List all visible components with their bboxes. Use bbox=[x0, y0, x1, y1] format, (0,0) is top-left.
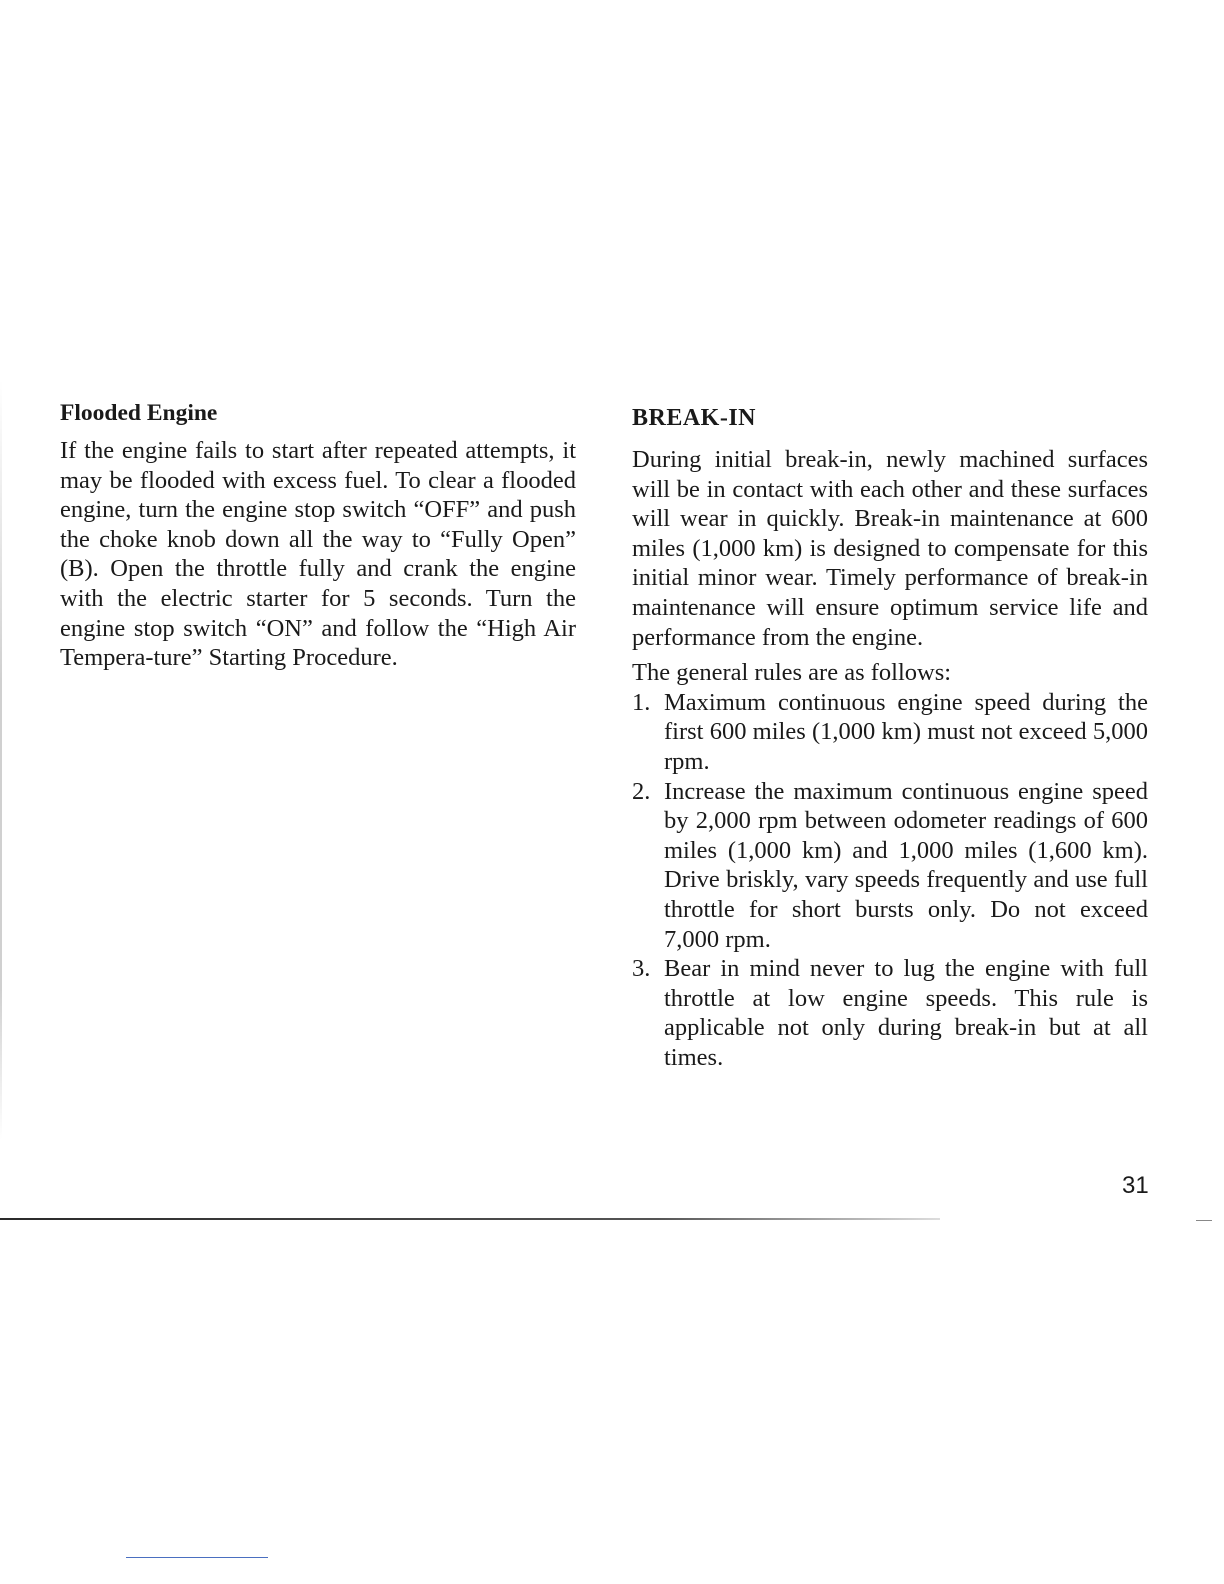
page-number: 31 bbox=[1122, 1172, 1149, 1199]
flooded-engine-paragraph: If the engine fails to start after repeated attempts, it may be flooded with excess fuel. To clear a flooded engine, turn the engine stop switch “OFF” and push the choke knob down all the way to “Fully Open” (B). Open the throttle fully and crank the engine with the electric starter for 5 seconds. Turn the engine stop switch “ON” and follow the “High Air Tempera-ture” Starting Procedure. bbox=[60, 437, 576, 672]
list-item bbox=[632, 954, 1148, 1072]
list-item-text: Bear in mind never to lug the engine with full throttle at low engine speeds. This rule is applicable not only during break-in but at all times. bbox=[664, 955, 1148, 1071]
page-edge-shadow bbox=[0, 380, 2, 1140]
list-item-number: 2. bbox=[632, 777, 651, 805]
list-item-text: Maximum continuous engine speed during the first 600 miles (1,000 km) must not exceed 5,000 rpm. bbox=[664, 688, 1148, 775]
flooded-engine-heading: Flooded Engine bbox=[60, 400, 218, 426]
list-item bbox=[632, 777, 1148, 955]
list-item-text: Increase the maximum continuous engine speed by 2,000 rpm between odometer readings of 600 miles (1,000 km) and 1,000 miles (1,600 km). Drive briskly, vary speeds frequently and use full throttle for short bursts only. Do not exceed 7,000 rpm. bbox=[664, 777, 1148, 953]
rules-list bbox=[632, 688, 1148, 1073]
right-column bbox=[632, 403, 1148, 1072]
left-column bbox=[60, 398, 576, 673]
rules-intro: The general rules are as follows: bbox=[632, 659, 952, 687]
edge-mark bbox=[1196, 1220, 1212, 1221]
footer-divider bbox=[0, 1218, 940, 1220]
bottom-divider bbox=[126, 1557, 268, 1558]
break-in-heading: BREAK-IN bbox=[632, 405, 757, 431]
list-item bbox=[632, 688, 1148, 777]
list-item-number: 1. bbox=[632, 688, 651, 716]
break-in-paragraph: During initial break-in, newly machined surfaces will be in contact with each other and these surfaces will wear in quickly. Break-in maintenance at 600 miles (1,000 km) is designed to compensate for this initial minor wear. Timely performance of break-in maintenance will ensure optimum service life and performance from the engine. bbox=[632, 446, 1148, 651]
list-item-number: 3. bbox=[632, 955, 651, 983]
